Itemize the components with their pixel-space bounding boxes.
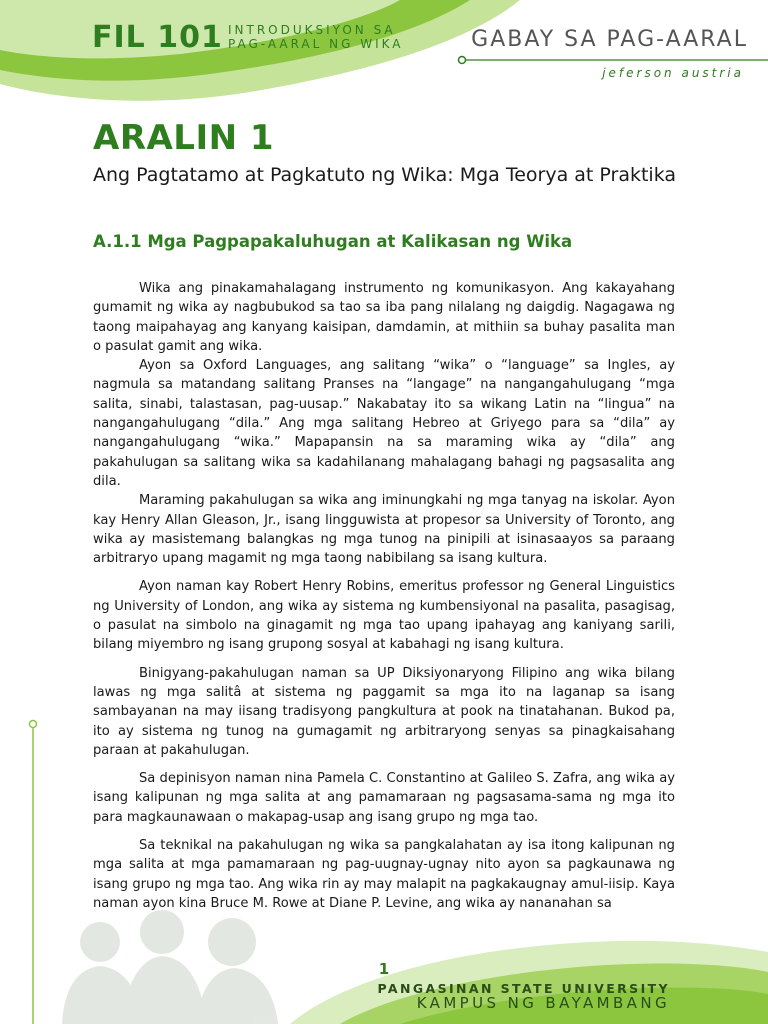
guide-title: GABAY SA PAG-AARAL [471, 27, 748, 52]
course-code: FIL 101 [92, 20, 223, 55]
section-heading: A.1.1 Mga Pagpapakaluhugan at Kalikasan ng Wika [93, 232, 573, 251]
page-number: 1 [378, 960, 390, 978]
lesson-subtitle: Ang Pagtatamo at Pagkatuto ng Wika: Mga Teorya at Praktika [93, 164, 677, 186]
paragraph: Ayon naman kay Robert Henry Robins, emeritus professor ng General Linguistics ng University of London, ang wika ay sistema ng kumbensiyonal na pasalita, pasagisag, o pasulat na simbolo na ginagamit ng mga tao upang ipahayag ang kaniyang sarili, bilang miyembro ng isang grupong sosyal at kabahagi ng isang kultura. [93, 579, 675, 653]
paragraph: Sa teknikal na pakahulugan ng wika sa pangkalahatan ay isa itong kalipunan ng mga salita at mga pamamaraan ng pag-uugnay-ugnay nito ayon sa pagkaunawa ng isang grupo ng mga tao. Ang wika rin ay may malapit na pagkakaugnay amul-iisip. Kaya naman ayon kina Bruce M. Rowe at Diane P. Levine, ang wika ay nananahan sa [93, 838, 675, 911]
campus-name: KAMPUS NG BAYAMBANG [416, 994, 670, 1012]
side-rule-dot [30, 721, 37, 728]
course-title-line1: INTRODUKSIYON SA [228, 23, 396, 37]
header-rule-dot [459, 57, 466, 64]
paragraph: Binigyang-pakahulugan naman sa UP Diksiyonaryong Filipino ang wika bilang lawas ng mga salitâ at sistema ng paggamit sa mga ito na laganap sa isang sambayanan na may iisang tradisyong pangkultura at pook na tinatahanan. Bukod pa, ito ay sistema ng tunog na gumagamit ng arbitraryong senyas sa pinagkaisahang paraan at pakahulugan. [93, 665, 675, 758]
paragraph: Maraming pakahulugan sa wika ang iminungkahi ng mga tanyag na iskolar. Ayon kay Henry Allan Gleason, Jr., isang lingguwista at propesor sa University of Toronto, ang wika ay masistemang balangkas ng mga tunog na pinipili at isinasaayos sa paraang arbitraryo upang magamit ng mga taong nabibilang sa isang kultura. [93, 493, 675, 567]
paragraph: Wika ang pinakamahalagang instrumento ng komunikasyon. Ang kakayahang gumamit ng wika ay nagbubukod sa tao sa iba pang nilalang ng daigdig. Nagagawa ng taong maipahayag ang kanyang kaisipan, damdamin, at mithiin sa buhay pasalita man o pasulat gamit ang wika. [93, 281, 675, 354]
course-title-line2: PAG-AARAL NG WIKA [228, 37, 404, 51]
author-name: jeferson austria [602, 66, 744, 80]
course-title [228, 23, 404, 51]
university-name: PANGASINAN STATE UNIVERSITY [377, 981, 670, 996]
paragraph: Sa depinisyon naman nina Pamela C. Constantino at Galileo S. Zafra, ang wika ay isang kalipunan ng mga salita at ang pamamaraan ng pagsasama-sama ng mga ito para magkaunawaan o makapag-usap ang isang grupo ng mga tao. [93, 771, 675, 825]
lesson-title: ARALIN 1 [93, 118, 275, 158]
body-text [93, 279, 675, 913]
paragraph: Ayon sa Oxford Languages, ang salitang “wika” o “language” sa Ingles, ay nagmula sa matandang salitang Pranses na “langage” na nangangahulugang “mga salita, sinabi, talastasan, pag-uusap.” Nakabatay ito sa wikang Latin na “lingua” na nangangahulugang “dila.” Ang mga salitang Hebreo at Griyego para sa “dila” ay nangangahulugang “wika.” Mapapansin na sa maraming wika ay “dila” ang pakahulugan sa salitang wika sa kadahilanang mahalagang bahagi ng pagsasalita ang dila. [93, 358, 675, 489]
